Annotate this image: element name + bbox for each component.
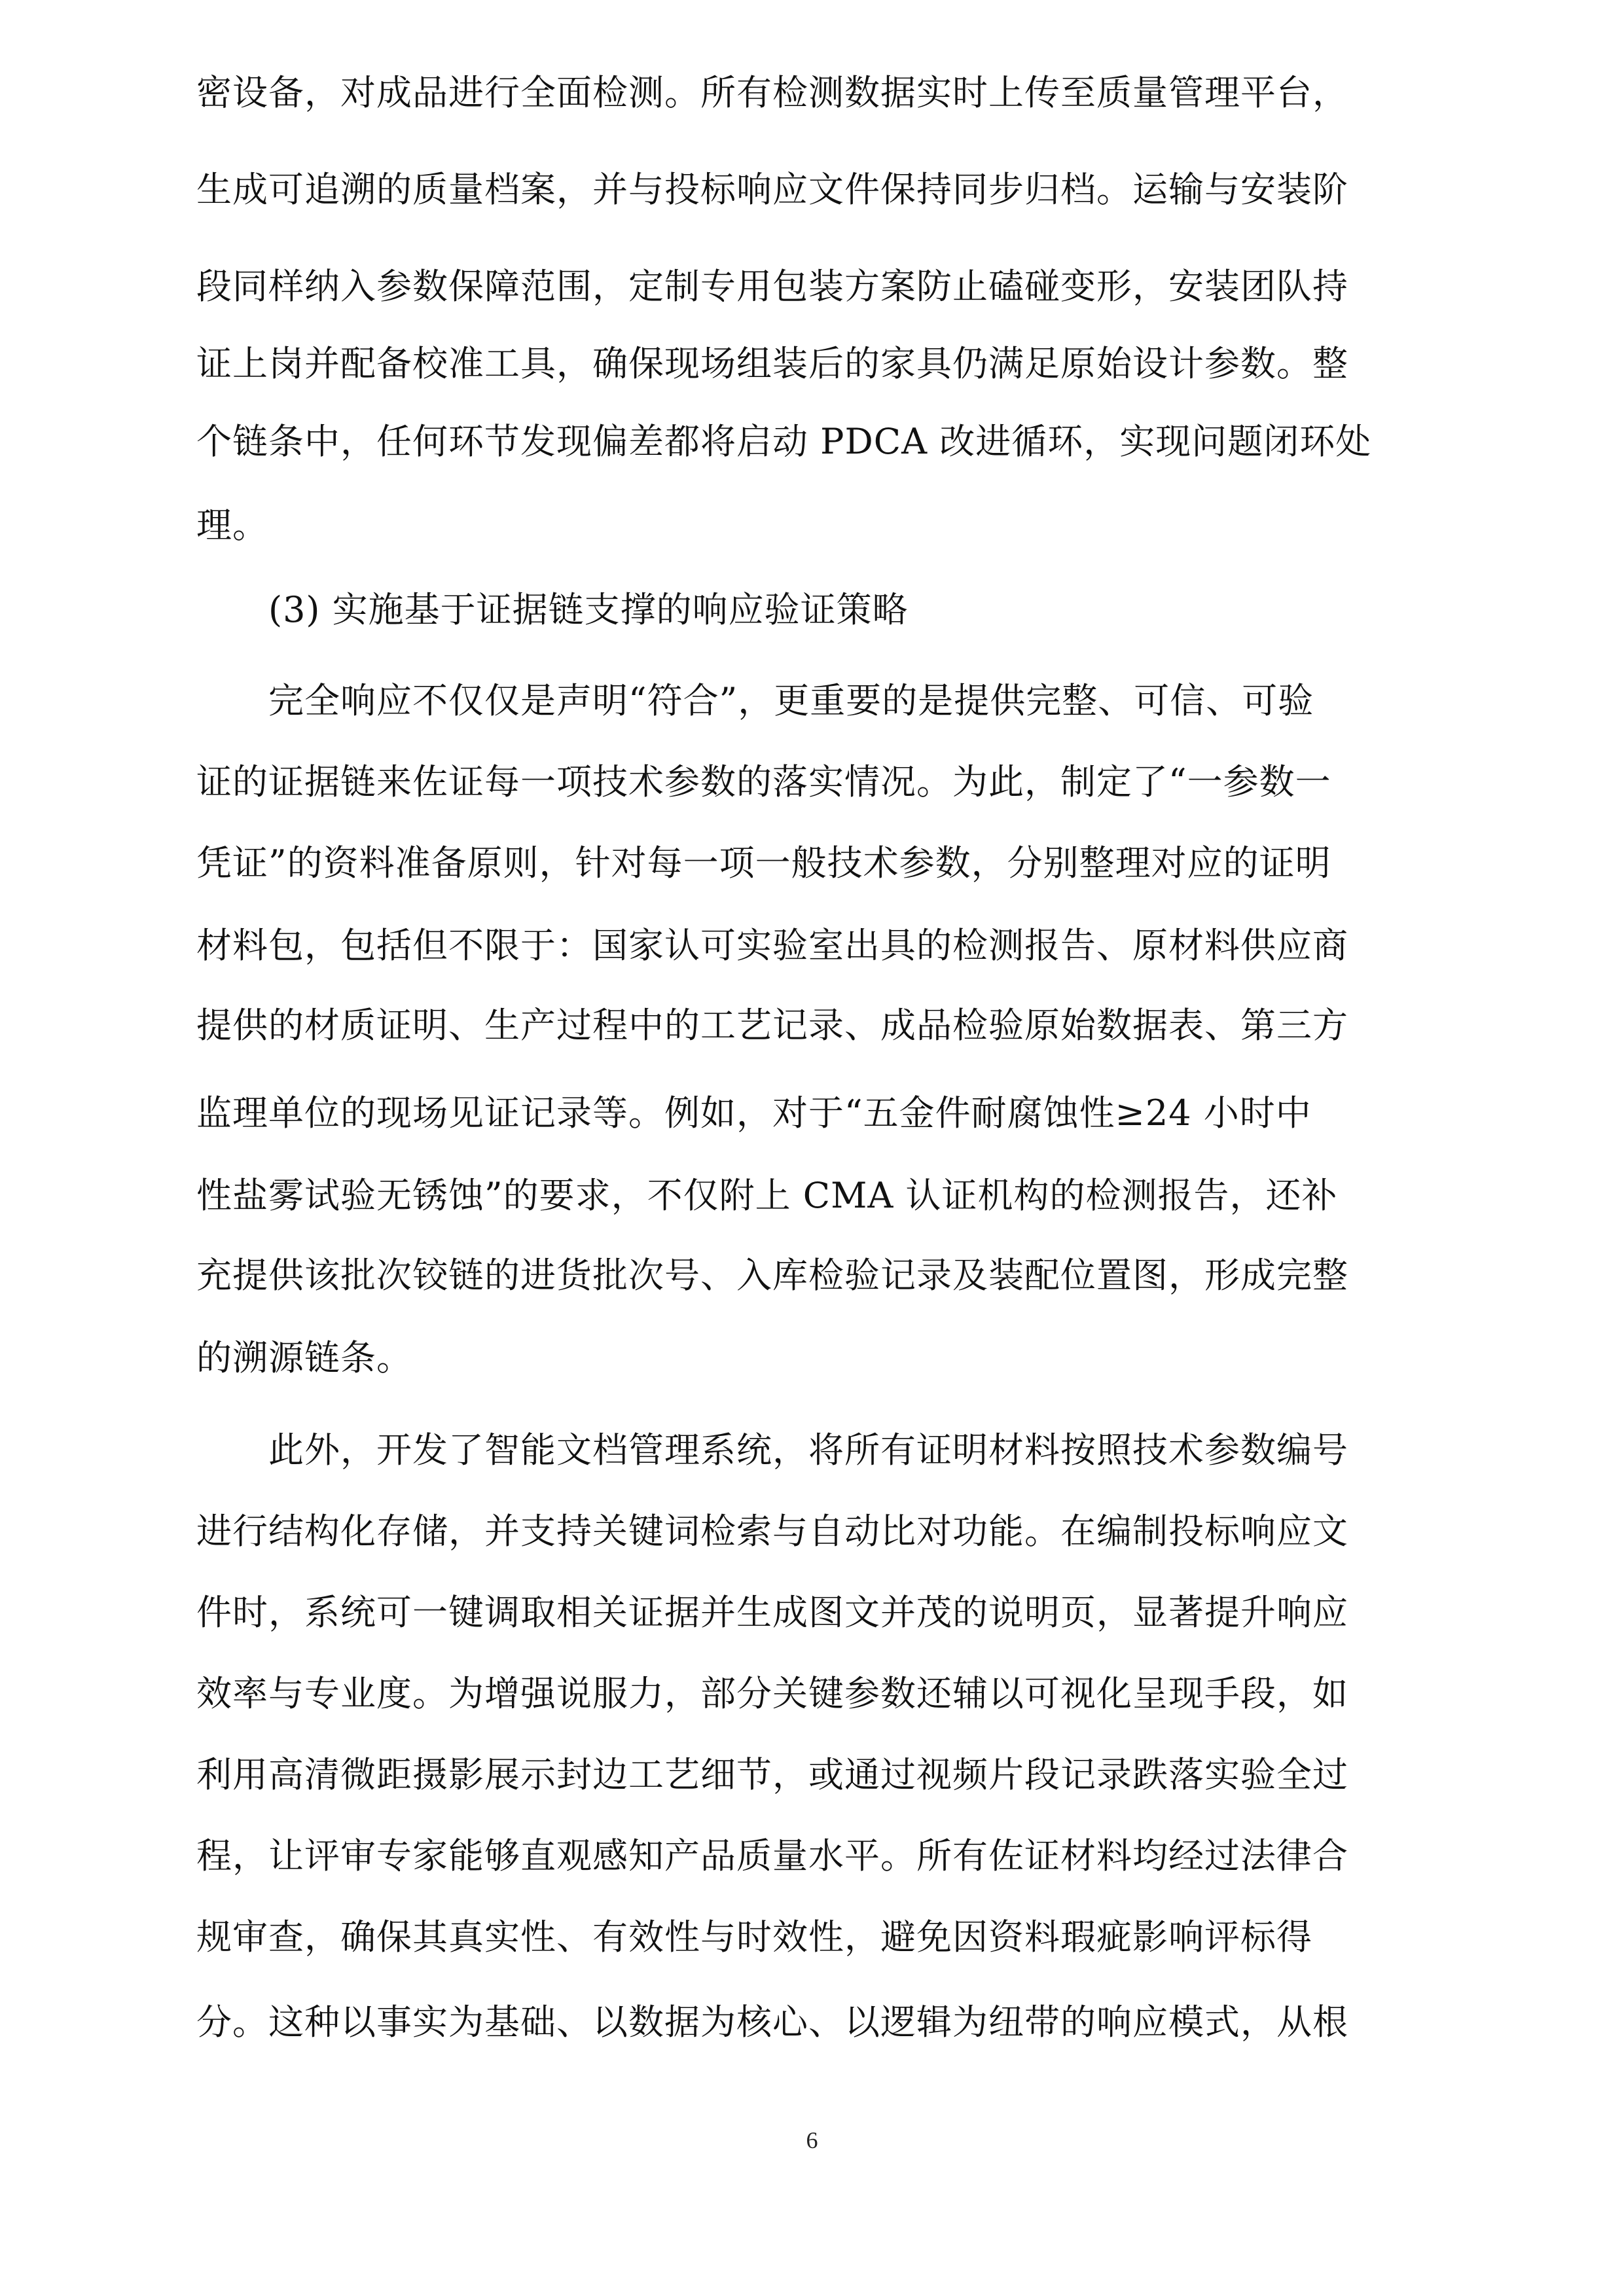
text-line: 个链条中，任何环节发现偏差都将启动 PDCA 改进循环，实现问题闭环处 bbox=[196, 421, 1372, 462]
text-line: 生成可追溯的质量档案，并与投标响应文件保持同步归档。运输与安装阶 bbox=[196, 169, 1348, 210]
text-line: 此外，开发了智能文档管理系统，将所有证明材料按照技术参数编号 bbox=[268, 1429, 1348, 1471]
text-line: 程，让评审专家能够直观感知产品质量水平。所有佐证材料均经过法律合 bbox=[196, 1835, 1348, 1876]
text-line: 监理单位的现场见证记录等。例如，对于“五金件耐腐蚀性≥24 小时中 bbox=[196, 1092, 1312, 1134]
text-line: 证上岗并配备校准工具，确保现场组装后的家具仍满足原始设计参数。整 bbox=[196, 343, 1348, 384]
text-line: 密设备，对成品进行全面检测。所有检测数据实时上传至质量管理平台， bbox=[196, 72, 1348, 113]
text-line: 分。这种以事实为基础、以数据为核心、以逻辑为纽带的响应模式，从根 bbox=[196, 2001, 1348, 2043]
text-line: 性盐雾试验无锈蚀”的要求，不仅附上 CMA 认证机构的检测报告，还补 bbox=[196, 1175, 1338, 1216]
text-line: 规审查，确保其真实性、有效性与时效性，避免因资料瑕疵影响评标得 bbox=[196, 1916, 1312, 1958]
text-line: 的溯源链条。 bbox=[196, 1337, 412, 1378]
section-heading: (3) 实施基于证据链支撑的响应验证策略 bbox=[268, 589, 909, 630]
text-line: 证的证据链来佐证每一项技术参数的落实情况。为此，制定了“一参数一 bbox=[196, 761, 1331, 802]
text-line: 进行结构化存储，并支持关键词检索与自动比对功能。在编制投标响应文 bbox=[196, 1511, 1348, 1552]
text-line: 充提供该批次铰链的进货批次号、入库检验记录及装配位置图，形成完整 bbox=[196, 1255, 1348, 1296]
text-line: 效率与专业度。为增强说服力，部分关键参数还辅以可视化呈现手段，如 bbox=[196, 1673, 1348, 1714]
text-line: 材料包，包括但不限于：国家认可实验室出具的检测报告、原材料供应商 bbox=[196, 925, 1348, 966]
text-line: 完全响应不仅仅是声明“符合”，更重要的是提供完整、可信、可验 bbox=[268, 680, 1314, 721]
text-line: 凭证”的资料准备原则，针对每一项一般技术参数，分别整理对应的证明 bbox=[196, 842, 1331, 884]
text-line: 件时，系统可一键调取相关证据并生成图文并茂的说明页，显著提升响应 bbox=[196, 1592, 1348, 1633]
text-line: 提供的材质证明、生产过程中的工艺记录、成品检验原始数据表、第三方 bbox=[196, 1005, 1348, 1046]
text-line: 利用高清微距摄影展示封边工艺细节，或通过视频片段记录跌落实验全过 bbox=[196, 1754, 1348, 1795]
text-line: 段同样纳入参数保障范围，定制专用包装方案防止磕碰变形，安装团队持 bbox=[196, 266, 1348, 307]
text-line: 理。 bbox=[196, 505, 268, 546]
page-number: 6 bbox=[806, 2127, 818, 2153]
